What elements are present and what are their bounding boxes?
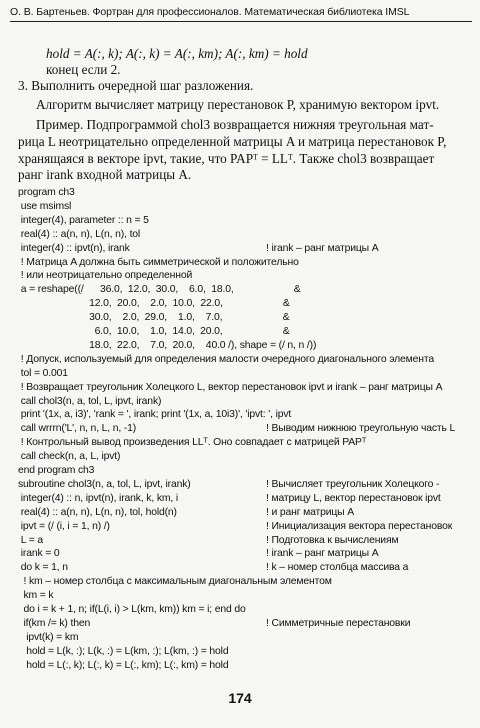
code-comment: ! Симметричные перестановки [266, 617, 411, 629]
code-comment: ! Подготовка к вычислениям [266, 534, 399, 546]
code-comment: ! Вычисляет треугольник Холецкого - [266, 478, 440, 490]
code-line: do i = k + 1, n; if(L(i, i) > L(km, km)) km = i; end do [18, 604, 246, 615]
code-line: a = reshape((/ 36.0, 12.0, 30.0, 6.0, 18.0, & [18, 284, 301, 296]
code-comment: ! k – номер столбца массива a [266, 562, 409, 574]
code-line: 30.0, 2.0, 29.0, 1.0, 7.0, & [18, 312, 290, 324]
code-line: ipvt = (/ (i, i = 1, n) /) [18, 520, 110, 532]
code-line: 6.0, 10.0, 1.0, 14.0, 20.0, & [18, 326, 290, 337]
code-comment: ! Инициализация вектора перестановок [266, 520, 453, 532]
code-line: km = k [18, 590, 54, 602]
text-line: ранг irank входной матрицы A. [18, 167, 192, 182]
code-line: hold = L(:, k); L(:, k) = L(:, km); L(:, km) = hold [18, 659, 229, 671]
code-line: program ch3 [18, 187, 75, 198]
code-line: end program ch3 [18, 465, 95, 476]
text-line: хранящаяся в векторе ipvt, такие, что PAPᵀ = LLᵀ. Также chol3 возвращает [18, 151, 435, 166]
code-line: integer(4), parameter :: n = 5 [18, 214, 149, 226]
code-line: irank = 0 [18, 548, 60, 560]
code-comment: ! матрицу L, вектор перестановок ipvt [266, 492, 441, 504]
text-line: hold = A(:, k); A(:, k) = A(:, km); A(:, km) = hold [46, 46, 308, 61]
text-line: рица L неотрицательно определенной матрицы A и матрица перестановок P, [18, 134, 447, 149]
code-line: use msimsl [18, 200, 72, 212]
code-comment: ! Выводим нижнюю треугольную часть L [266, 423, 456, 435]
code-line: integer(4) :: ipvt(n), irank [18, 242, 130, 254]
code-line: call chol3(n, a, tol, L, ipvt, irank) [18, 395, 162, 407]
page-number: 174 [228, 690, 252, 706]
code-line: ! Матрица A должна быть симметрической и положительно [18, 256, 299, 268]
text-line: Пример. Подпрограммой chol3 возвращается нижняя треугольная мат- [36, 117, 434, 132]
code-line: integer(4) :: n, ipvt(n), irank, k, km, i [18, 492, 178, 504]
code-line: 18.0, 22.0, 7.0, 20.0, 40.0 /), shape = (/ n, n /)) [18, 339, 317, 351]
code-line: if(km /= k) then [18, 617, 91, 629]
code-line: L = a [18, 534, 44, 546]
code-line: ! или неотрицательно определенной [18, 270, 193, 282]
code-comment: ! irank – ранг матрицы A [266, 242, 379, 254]
code-line: 12.0, 20.0, 2.0, 10.0, 22.0, & [18, 298, 290, 310]
code-line: do k = 1, n [18, 562, 68, 574]
code-line: real(4) :: a(n, n), L(n, n), tol, hold(n) [18, 506, 177, 518]
code-line: call check(n, a, L, ipvt) [18, 451, 121, 463]
code-line: real(4) :: a(n, n), L(n, n), tol [18, 228, 141, 240]
text-line: 3. Выполнить очередной шаг разложения. [18, 78, 254, 93]
text-line: Алгоритм вычисляет матрицу перестановок P, хранимую вектором ipvt. [36, 97, 440, 112]
code-line: ! km – номер столбца с максимальным диагональным элементом [18, 576, 332, 588]
text-line: конец если 2. [46, 62, 121, 77]
code-line: print '(1x, a, i3)', 'rank = ', irank; print '(1x, a, 10i3)', 'ipvt: ', ipvt [18, 409, 292, 421]
code-line: ! Допуск, используемый для определения малости очередного диагонального элемента [18, 353, 435, 365]
code-line: ! Контрольный вывод произведения LLᵀ. Оно совпадает с матрицей PAPᵀ [18, 437, 367, 449]
code-line: ! Возвращает треугольник Холецкого L, вектор перестановок ipvt и irank – ранг матрицы A [18, 381, 443, 393]
code-comment: ! irank – ранг матрицы A [266, 548, 379, 560]
code-line: call wrrrn('L', n, n, L, n, -1) [18, 423, 137, 435]
code-line: ipvt(k) = km [18, 631, 79, 643]
running-header: О. В. Бартеньев. Фортран для профессионалов. Математическая библиотека IMSL [10, 6, 472, 22]
code-line: hold = L(k, :); L(k, :) = L(km, :); L(km, :) = hold [18, 645, 229, 657]
code-line: subroutine chol3(n, a, tol, L, ipvt, irank) [18, 478, 191, 490]
code-comment: ! и ранг матрицы A [266, 506, 355, 518]
code-line: tol = 0.001 [18, 367, 68, 379]
